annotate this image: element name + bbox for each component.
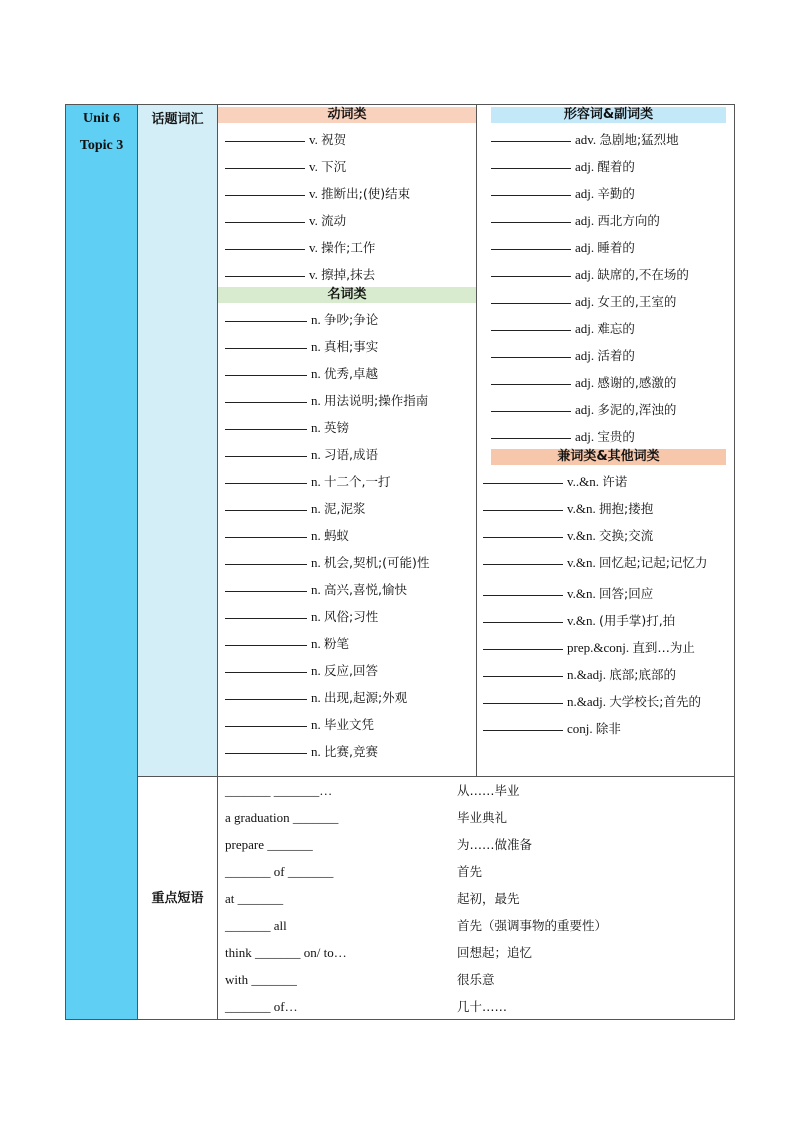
part-of-speech: v. — [309, 186, 322, 201]
part-of-speech: v. — [309, 132, 322, 147]
answer-blank[interactable] — [483, 685, 563, 704]
adjective-row — [477, 258, 734, 285]
part-of-speech: prep.&conj. — [567, 640, 633, 655]
adjective-row — [477, 204, 734, 231]
part-of-speech: v.&n. — [567, 613, 600, 628]
adjective-row — [477, 366, 734, 393]
noun-row — [218, 330, 476, 357]
meaning: 感谢的,感激的 — [597, 375, 677, 390]
phrase-chinese: 首先（强调事物的重要性） — [457, 918, 608, 933]
part-of-speech: adj. — [575, 186, 598, 201]
answer-blank[interactable] — [225, 681, 307, 700]
meaning: 难忘的 — [597, 321, 635, 336]
part-of-speech: adj. — [575, 267, 598, 282]
meaning: 活着的 — [597, 348, 635, 363]
meaning: 高兴,喜悦,愉快 — [324, 582, 407, 597]
noun-row — [218, 600, 476, 627]
phrases-area — [218, 777, 734, 1019]
answer-blank[interactable] — [483, 577, 563, 596]
phrase-english[interactable]: with _______ — [225, 972, 297, 987]
part-of-speech: v. — [309, 213, 322, 228]
phrase-row — [218, 966, 734, 993]
meaning: 蚂蚁 — [324, 528, 350, 543]
meaning: 推断出;(使)结束 — [321, 186, 411, 201]
part-of-speech: n. — [311, 339, 324, 354]
phrase-chinese: 从……毕业 — [457, 783, 520, 798]
answer-blank[interactable] — [483, 604, 563, 623]
answer-blank[interactable] — [225, 654, 307, 673]
meaning: 直到…为止 — [632, 640, 695, 655]
phrase-row — [218, 885, 734, 912]
part-of-speech: adj. — [575, 213, 598, 228]
meaning: 睡着的 — [597, 240, 635, 255]
noun-row — [218, 384, 476, 411]
right-vocab-column — [477, 105, 734, 777]
meaning: 急剧地;猛烈地 — [599, 132, 679, 147]
answer-blank[interactable] — [225, 177, 305, 196]
adjective-row — [477, 150, 734, 177]
answer-blank[interactable] — [491, 366, 571, 385]
part-of-speech: n. — [311, 744, 324, 759]
part-of-speech: adj. — [575, 294, 598, 309]
part-of-speech: adj. — [575, 375, 598, 390]
vocab-category-cell — [138, 105, 217, 777]
meaning: 十二个,一打 — [324, 474, 391, 489]
meaning: 操作;工作 — [321, 240, 376, 255]
adjective-row — [477, 393, 734, 420]
answer-blank[interactable] — [491, 393, 571, 412]
meaning: 出现,起源;外观 — [324, 690, 408, 705]
part-of-speech: v.&n. — [567, 555, 600, 570]
meaning: 用法说明;操作指南 — [324, 393, 429, 408]
meaning: 宝贵的 — [597, 429, 635, 444]
meaning: 除非 — [595, 721, 621, 736]
meaning: 英镑 — [324, 420, 350, 435]
answer-blank[interactable] — [491, 312, 571, 331]
phrase-english[interactable]: think _______ on/ to… — [225, 945, 347, 960]
multi-row — [477, 712, 734, 739]
verb-row — [218, 150, 476, 177]
phrase-row — [218, 993, 734, 1020]
answer-blank[interactable] — [483, 631, 563, 650]
part-of-speech: adj. — [575, 429, 598, 444]
answer-blank[interactable] — [483, 519, 563, 538]
nouns-list — [218, 303, 476, 762]
meaning: 底部;底部的 — [609, 667, 676, 682]
answer-blank[interactable] — [225, 330, 307, 349]
unit-label: Unit 6 — [83, 111, 120, 126]
noun-row — [218, 357, 476, 384]
unit-column — [66, 105, 138, 1019]
part-of-speech: n. — [311, 555, 324, 570]
phrase-category-label: 重点短语 — [151, 891, 204, 906]
answer-blank[interactable] — [225, 411, 307, 430]
answer-blank[interactable] — [225, 735, 307, 754]
phrase-chinese: 几十…… — [457, 999, 508, 1014]
answer-blank[interactable] — [225, 573, 307, 592]
nouns-heading: 名词类 — [218, 287, 476, 303]
part-of-speech: adj. — [575, 348, 598, 363]
noun-row — [218, 546, 476, 573]
multi-row — [477, 546, 723, 577]
part-of-speech: v. — [309, 267, 322, 282]
adjective-row — [477, 285, 734, 312]
multi-row — [477, 604, 734, 631]
phrase-chinese: 为……做准备 — [457, 837, 533, 852]
adjective-row — [477, 231, 734, 258]
answer-blank[interactable] — [225, 600, 307, 619]
adjectives-heading: 形容词&副词类 — [491, 107, 726, 123]
answer-blank[interactable] — [483, 546, 563, 565]
phrase-english[interactable]: _______ all — [225, 918, 287, 933]
vocab-category-label: 话题词汇 — [151, 112, 204, 127]
answer-blank[interactable] — [225, 384, 307, 403]
part-of-speech: n. — [311, 312, 324, 327]
vocab-table — [65, 104, 735, 1020]
verb-row — [218, 123, 476, 150]
part-of-speech: n. — [311, 474, 324, 489]
part-of-speech: n. — [311, 582, 324, 597]
part-of-speech: v..&n. — [567, 474, 603, 489]
meaning: 真相;事实 — [324, 339, 379, 354]
multi-row — [477, 519, 734, 546]
part-of-speech: n. — [311, 447, 324, 462]
verbs-heading: 动词类 — [218, 107, 476, 123]
noun-row — [218, 708, 476, 735]
category-column — [138, 105, 218, 1019]
phrase-chinese: 很乐意 — [457, 972, 495, 987]
part-of-speech: n. — [311, 366, 324, 381]
adjective-row — [477, 177, 734, 204]
answer-blank[interactable] — [491, 123, 571, 142]
answer-blank[interactable] — [225, 150, 305, 169]
part-of-speech: n.&adj. — [567, 667, 610, 682]
meaning: (用手掌)打,拍 — [599, 613, 676, 628]
phrase-row — [218, 939, 734, 966]
topic-label: Topic 3 — [79, 138, 124, 153]
part-of-speech: adj. — [575, 402, 598, 417]
answer-blank[interactable] — [225, 708, 307, 727]
adjective-row — [477, 123, 734, 150]
meaning: 机会,契机;(可能)性 — [324, 555, 430, 570]
multi-row — [477, 658, 734, 685]
meaning: 比赛,竞赛 — [324, 744, 378, 759]
phrase-chinese: 回想起；追忆 — [457, 945, 533, 960]
meaning: 回忆起;记起;记忆力 — [599, 555, 708, 570]
phrase-row — [218, 912, 734, 939]
meaning: 拥抱;搂抱 — [599, 501, 654, 516]
meaning: 流动 — [321, 213, 347, 228]
part-of-speech: n. — [311, 663, 324, 678]
part-of-speech: n.&adj. — [567, 694, 610, 709]
meaning: 祝贺 — [321, 132, 347, 147]
part-of-speech: adv. — [575, 132, 600, 147]
answer-blank[interactable] — [225, 204, 305, 223]
verb-row — [218, 231, 476, 258]
phrase-english[interactable]: prepare _______ — [225, 837, 313, 852]
answer-blank[interactable] — [483, 465, 563, 484]
meaning: 毕业文凭 — [324, 717, 375, 732]
answer-blank[interactable] — [491, 339, 571, 358]
answer-blank[interactable] — [491, 231, 571, 250]
answer-blank[interactable] — [491, 285, 571, 304]
multi-list — [477, 465, 734, 739]
noun-row — [218, 735, 476, 762]
noun-row — [218, 303, 476, 330]
adjective-row — [477, 312, 734, 339]
phrase-english[interactable]: a graduation _______ — [225, 810, 339, 825]
noun-row — [218, 681, 476, 708]
verbs-list — [218, 123, 476, 285]
part-of-speech: v.&n. — [567, 501, 600, 516]
meaning: 泥,泥浆 — [324, 501, 366, 516]
noun-row — [218, 465, 476, 492]
meaning: 交换;交流 — [599, 528, 654, 543]
adjective-row — [477, 420, 734, 447]
answer-blank[interactable] — [225, 357, 307, 376]
meaning: 缺席的,不在场的 — [597, 267, 689, 282]
multi-row — [477, 577, 734, 604]
meaning: 大学校长;首先的 — [609, 694, 701, 709]
noun-row — [218, 573, 476, 600]
part-of-speech: v.&n. — [567, 528, 600, 543]
phrase-row — [218, 831, 734, 858]
meaning: 许诺 — [602, 474, 628, 489]
left-vocab-column — [218, 105, 477, 777]
verb-row — [218, 258, 476, 285]
meaning: 女王的,王室的 — [597, 294, 677, 309]
part-of-speech: adj. — [575, 159, 598, 174]
phrase-english[interactable]: at _______ — [225, 891, 284, 906]
noun-row — [218, 438, 476, 465]
meaning: 下沉 — [321, 159, 347, 174]
answer-blank[interactable] — [225, 303, 307, 322]
answer-blank[interactable] — [483, 658, 563, 677]
meaning: 争吵;争论 — [324, 312, 379, 327]
answer-blank[interactable] — [491, 204, 571, 223]
answer-blank[interactable] — [483, 712, 563, 731]
answer-blank[interactable] — [225, 258, 305, 277]
part-of-speech: v. — [309, 159, 322, 174]
meaning: 擦掉,抹去 — [321, 267, 376, 282]
part-of-speech: n. — [311, 528, 324, 543]
answer-blank[interactable] — [491, 150, 571, 169]
meaning: 优秀,卓越 — [324, 366, 378, 381]
part-of-speech: n. — [311, 717, 324, 732]
phrase-english[interactable]: _______ of… — [225, 999, 298, 1014]
answer-blank[interactable] — [225, 627, 307, 646]
part-of-speech: adj. — [575, 321, 598, 336]
phrase-row — [218, 804, 734, 831]
meaning: 西北方向的 — [597, 213, 660, 228]
phrase-chinese: 首先 — [457, 864, 483, 879]
adjective-row — [477, 339, 734, 366]
answer-blank[interactable] — [491, 420, 571, 439]
noun-row — [218, 519, 476, 546]
meaning: 风俗;习性 — [324, 609, 379, 624]
answer-blank[interactable] — [225, 231, 305, 250]
answer-blank[interactable] — [491, 258, 571, 277]
phrase-english[interactable]: _______ of _______ — [225, 864, 334, 879]
verb-row — [218, 177, 476, 204]
answer-blank[interactable] — [483, 492, 563, 511]
meaning: 醒着的 — [597, 159, 635, 174]
part-of-speech: n. — [311, 690, 324, 705]
part-of-speech: adj. — [575, 240, 598, 255]
phrase-chinese: 起初，最先 — [457, 891, 520, 906]
answer-blank[interactable] — [225, 492, 307, 511]
noun-row — [218, 627, 476, 654]
part-of-speech: conj. — [567, 721, 596, 736]
meaning: 多泥的,浑浊的 — [597, 402, 677, 417]
phrase-english[interactable]: _______ _______… — [225, 783, 333, 798]
part-of-speech: n. — [311, 501, 324, 516]
meaning: 回答;回应 — [599, 586, 654, 601]
meaning: 粉笔 — [324, 636, 350, 651]
phrase-row — [218, 858, 734, 885]
verb-row — [218, 204, 476, 231]
noun-row — [218, 654, 476, 681]
multi-row — [477, 492, 734, 519]
part-of-speech: n. — [311, 393, 324, 408]
phrase-row — [218, 777, 734, 804]
noun-row — [218, 411, 476, 438]
answer-blank[interactable] — [225, 465, 307, 484]
multi-row — [477, 631, 734, 658]
phrase-category-cell — [138, 777, 217, 1019]
answer-blank[interactable] — [225, 438, 307, 457]
meaning: 辛勤的 — [597, 186, 635, 201]
noun-row — [218, 492, 476, 519]
part-of-speech: n. — [311, 609, 324, 624]
part-of-speech: n. — [311, 636, 324, 651]
multi-row — [477, 465, 734, 492]
multi-row — [477, 685, 734, 712]
part-of-speech: v.&n. — [567, 586, 600, 601]
answer-blank[interactable] — [491, 177, 571, 196]
adjectives-list — [477, 123, 734, 447]
answer-blank[interactable] — [225, 546, 307, 565]
multi-heading: 兼词类&其他词类 — [491, 449, 726, 465]
phrase-chinese: 毕业典礼 — [457, 810, 508, 825]
answer-blank[interactable] — [225, 519, 307, 538]
part-of-speech: n. — [311, 420, 324, 435]
meaning: 反应,回答 — [324, 663, 378, 678]
answer-blank[interactable] — [225, 123, 305, 142]
meaning: 习语,成语 — [324, 447, 378, 462]
part-of-speech: v. — [309, 240, 322, 255]
